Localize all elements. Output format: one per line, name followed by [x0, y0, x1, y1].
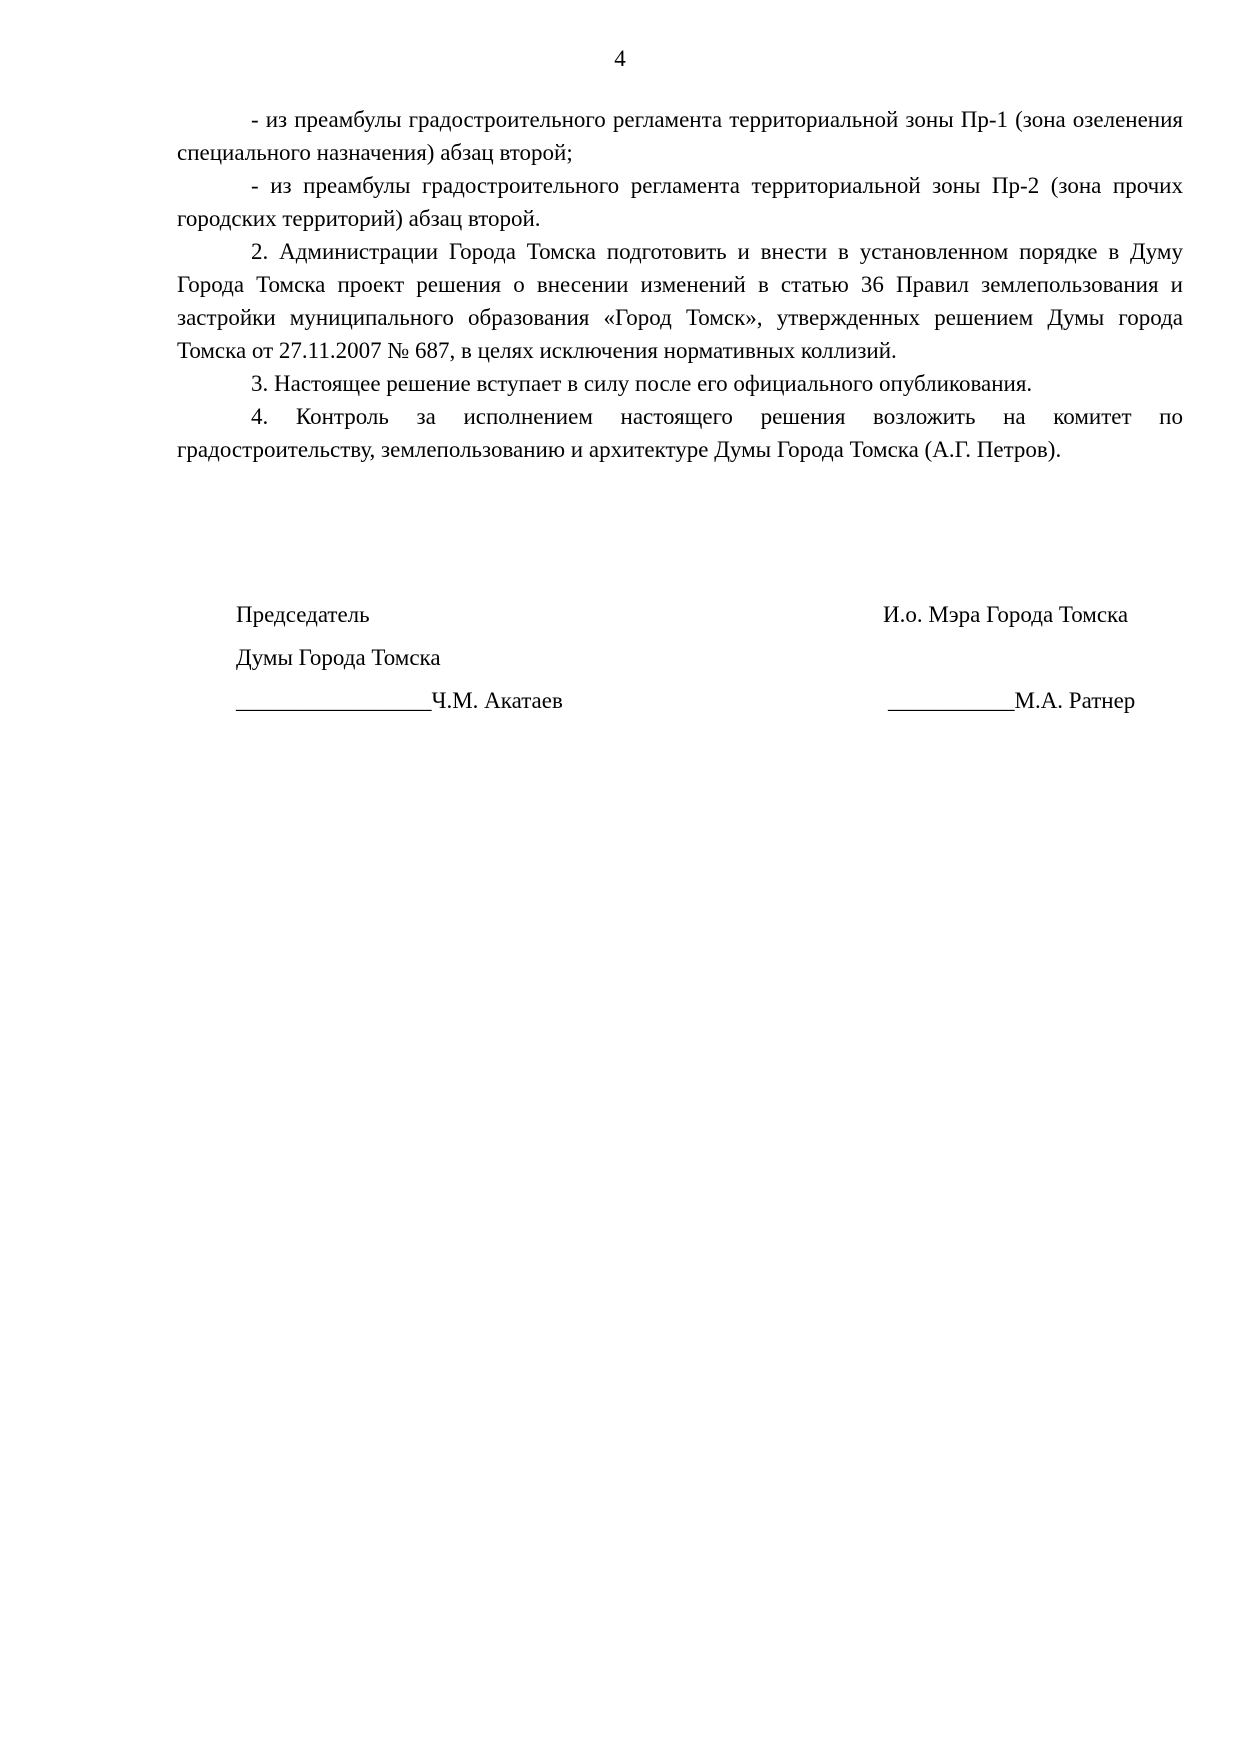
signature-right-title: И.о. Мэра Города Томска — [883, 602, 1129, 627]
paragraph-preamble-pr2: - из преамбулы градостроительного регламента территориальной зоны Пр-2 (зона прочих городских территорий) абзац второй. — [177, 173, 1183, 231]
signature-left-title: Председатель — [236, 602, 370, 627]
page-number: 4 — [614, 46, 626, 71]
signature-left-org: Думы Города Томска — [236, 645, 441, 670]
paragraph-preamble-pr1: - из преамбулы градостроительного регламента территориальной зоны Пр-1 (зона озеленения специального назначения) абзац второй; — [177, 107, 1183, 165]
paragraph-item-3: 3. Настоящее решение вступает в силу после его официального опубликования. — [251, 371, 1033, 396]
signature-right-name: ___________М.А. Ратнер — [888, 688, 1136, 713]
paragraph-item-4: 4. Контроль за исполнением настоящего решения возложить на комитет по градостроительству, землепользованию и архитектуре Думы Города Томска (А.Г. Петров). — [177, 404, 1183, 462]
document-body — [177, 103, 1183, 466]
signature-left-name: _________________Ч.М. Акатаев — [236, 688, 563, 713]
paragraph-item-2: 2. Администрации Города Томска подготовить и внести в установленном порядке в Думу Города Томска проект решения о внесении изменений в статью 36 Правил землепользования и застройки муниципального образования «Город Томск», утвержденных решением Думы города Томска от 27.11.2007 № 687, в целях исключения нормативных коллизий. — [177, 239, 1183, 363]
